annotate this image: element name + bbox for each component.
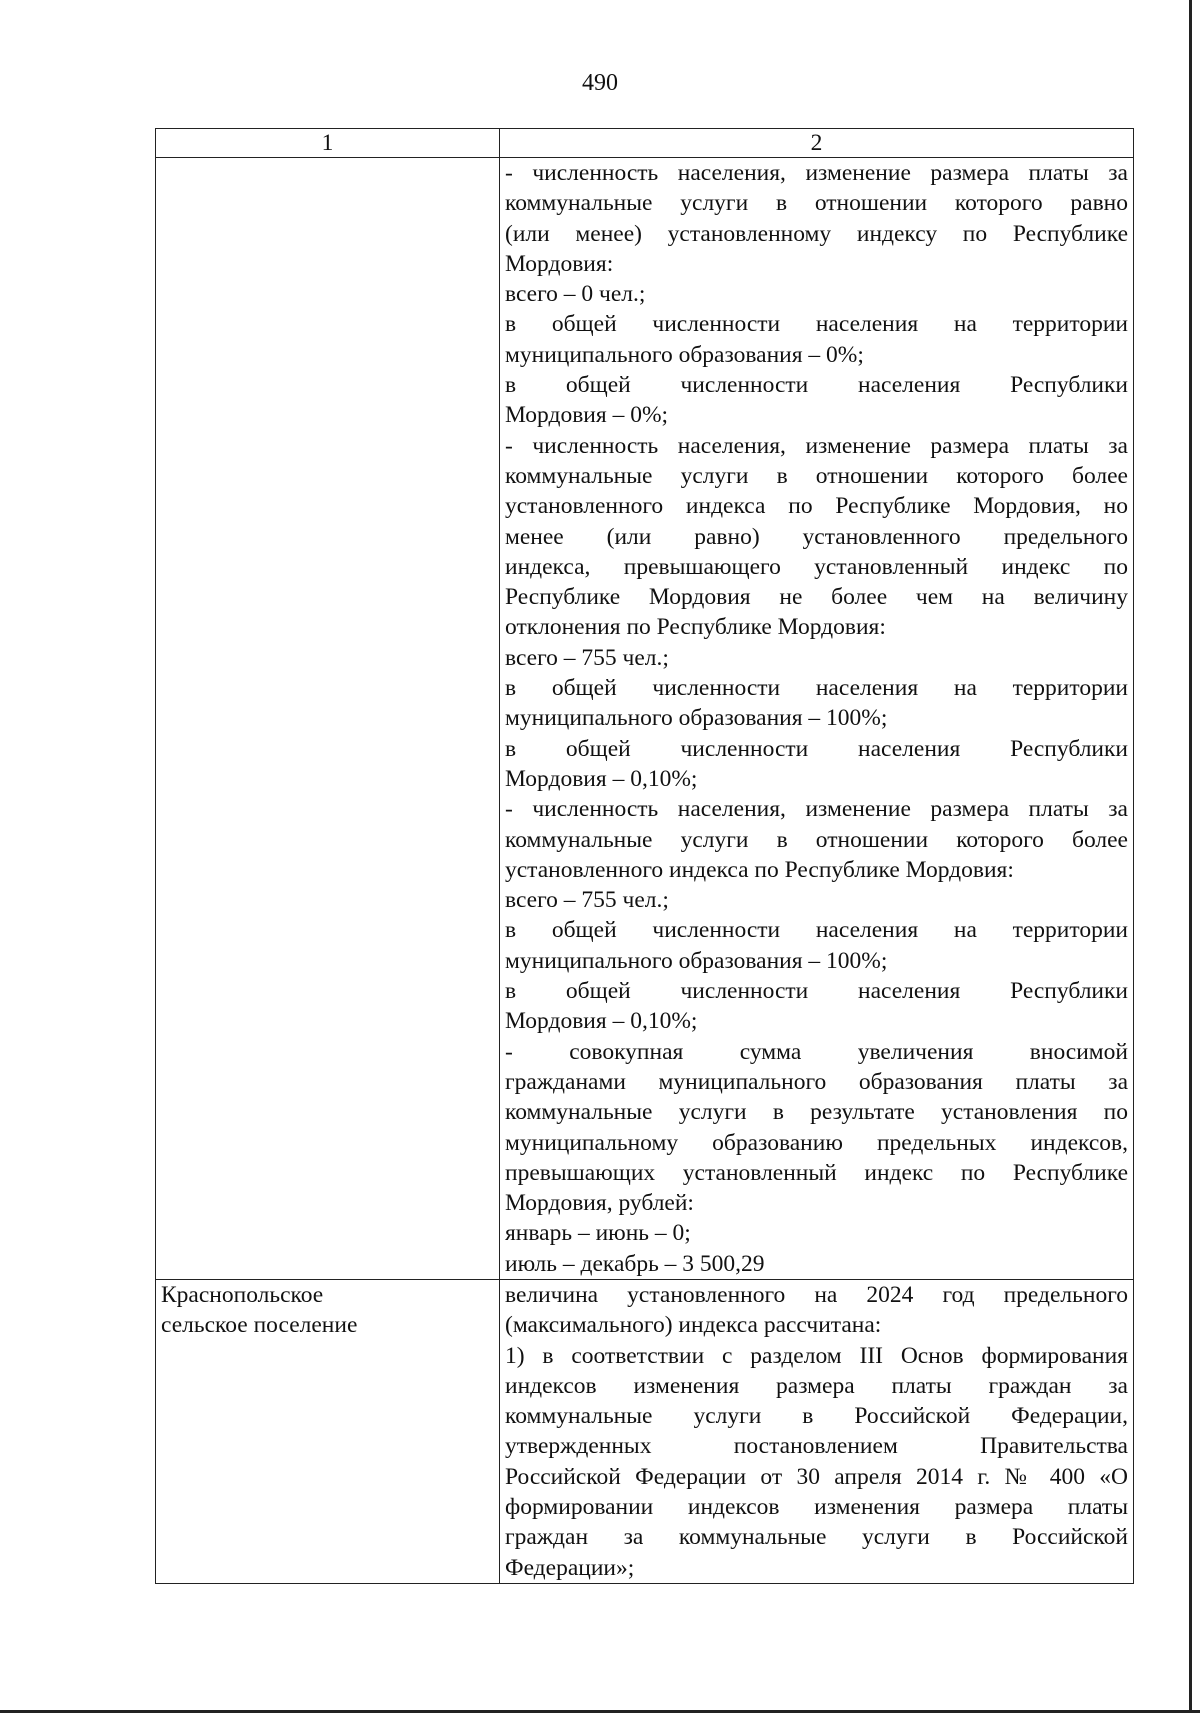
scan-edge-line bbox=[1189, 0, 1192, 1713]
description-line: в общей численности населения на территории bbox=[505, 917, 1128, 944]
document-table bbox=[155, 128, 1134, 1584]
municipality-cell bbox=[156, 158, 500, 1280]
municipality-cell bbox=[156, 1279, 500, 1583]
description-line: июль – декабрь – 3 500,29 bbox=[505, 1250, 765, 1277]
description-line: коммунальные услуги в отношении которого равно bbox=[505, 190, 1128, 217]
description-cell bbox=[500, 1279, 1134, 1583]
description-line: превышающих установленный индекс по Республике bbox=[505, 1159, 1128, 1186]
description-line: муниципального образования – 100%; bbox=[505, 947, 888, 974]
description-line: Республике Мордовия не более чем на величину bbox=[505, 584, 1128, 611]
description-line: всего – 755 чел.; bbox=[505, 644, 669, 671]
municipality-name-line: сельское поселение bbox=[161, 1312, 358, 1339]
description-line: - численность населения, изменение размера платы за bbox=[505, 160, 1128, 186]
description-line: январь – июнь – 0; bbox=[505, 1220, 691, 1247]
description-line: Мордовия – 0,10%; bbox=[505, 1008, 698, 1035]
description-line: Мордовия: bbox=[505, 250, 614, 277]
description-line: всего – 755 чел.; bbox=[505, 887, 669, 914]
description-line: в общей численности населения Республики bbox=[505, 978, 1128, 1005]
description-line: гражданами муниципального образования платы за bbox=[505, 1068, 1128, 1095]
description-line: 1) в соответствии с разделом III Основ формирования bbox=[505, 1342, 1128, 1369]
table-header-row bbox=[156, 129, 1134, 158]
table-row bbox=[156, 158, 1134, 1280]
description-line: Мордовия – 0,10%; bbox=[505, 765, 698, 792]
description-line: - совокупная сумма увеличения вносимой bbox=[505, 1038, 1128, 1065]
description-line: утвержденных постановлением Правительства bbox=[505, 1433, 1128, 1460]
description-line: менее (или равно) установленного предельного bbox=[505, 523, 1128, 550]
page-number: 490 bbox=[582, 70, 618, 96]
description-line: Российской Федерации от 30 апреля 2014 г. № 400 «О bbox=[505, 1463, 1128, 1490]
table-row bbox=[156, 1279, 1134, 1583]
description-line: коммунальные услуги в результате установления по bbox=[505, 1099, 1128, 1126]
description-line: муниципального образования – 100%; bbox=[505, 705, 888, 732]
description-line: (максимального) индекса рассчитана: bbox=[505, 1312, 882, 1339]
description-line: всего – 0 чел.; bbox=[505, 281, 646, 308]
description-line: коммунальные услуги в отношении которого более bbox=[505, 462, 1128, 489]
description-line: - численность населения, изменение размера платы за bbox=[505, 796, 1128, 823]
description-line: Федерации»; bbox=[505, 1554, 635, 1581]
description-line: в общей численности населения Республики bbox=[505, 372, 1128, 399]
description-line: в общей численности населения на территории bbox=[505, 311, 1128, 338]
description-line: муниципального образования – 0%; bbox=[505, 341, 864, 368]
description-line: установленного индекса по Республике Мордовия, но bbox=[505, 493, 1128, 520]
description-line: Мордовия – 0%; bbox=[505, 402, 669, 429]
description-line: индексов изменения размера платы граждан за bbox=[505, 1372, 1128, 1399]
column-header-2: 2 bbox=[500, 129, 1134, 158]
description-line: установленного индекса по Республике Мордовия: bbox=[505, 856, 1014, 883]
description-line: Мордовия, рублей: bbox=[505, 1190, 694, 1217]
description-line: отклонения по Республике Мордовия: bbox=[505, 614, 886, 641]
description-line: муниципальному образованию предельных индексов, bbox=[505, 1129, 1128, 1156]
description-line: граждан за коммунальные услуги в Российской bbox=[505, 1524, 1128, 1551]
description-line: в общей численности населения на территории bbox=[505, 675, 1128, 702]
description-cell bbox=[500, 158, 1134, 1280]
description-line: индекса, превышающего установленный индекс по bbox=[505, 553, 1128, 580]
description-line: формировании индексов изменения размера платы bbox=[505, 1494, 1128, 1521]
description-line: коммунальные услуги в Российской Федерации, bbox=[505, 1403, 1128, 1430]
description-line: в общей численности населения Республики bbox=[505, 735, 1128, 762]
description-line: величина установленного на 2024 год предельного bbox=[505, 1281, 1128, 1308]
description-line: (или менее) установленному индексу по Республике bbox=[505, 220, 1128, 247]
description-line: коммунальные услуги в отношении которого более bbox=[505, 826, 1128, 853]
column-header-1: 1 bbox=[156, 129, 500, 158]
description-line: - численность населения, изменение размера платы за bbox=[505, 432, 1128, 459]
municipality-name-line: Краснопольское bbox=[161, 1281, 324, 1308]
